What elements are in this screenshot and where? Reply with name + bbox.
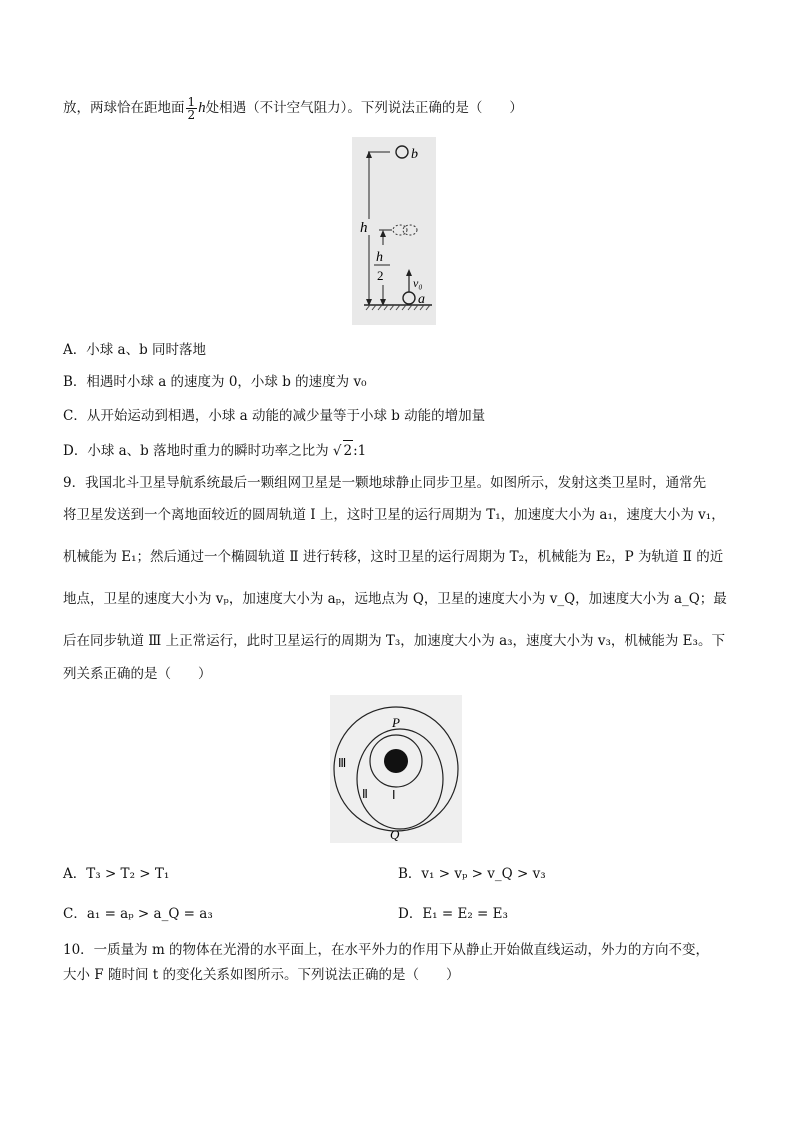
q8-figure-svg [352,137,436,325]
q9-line-6: 列关系正确的是（ ） [63,666,212,682]
q8-option-c: C．从开始运动到相遇，小球 a 动能的减少量等于小球 b 动能的增加量 [63,408,486,424]
q9-line-1: 9．我国北斗卫星导航系统最后一颗组网卫星是一颗地球静止同步卫星。如图所示，发射这类卫星时，通常先 [63,475,707,491]
label-b: b [411,147,418,162]
label-orbit-ii: Ⅱ [362,787,368,801]
q10-line-2: 大小 F 随时间 t 的变化关系如图所示。下列说法正确的是（ ） [63,967,460,983]
q8-fraction [186,96,198,121]
q9-option-a: A．T₃ > T₂ > T₁ [63,866,170,882]
q10-line-1: 10．一质量为 m 的物体在光滑的水平面上，在水平外力的作用下从静止开始做直线运动，外力的方向不变， [63,942,710,958]
q9-line-3: 机械能为 E₁；然后通过一个椭圆轨道 Ⅱ 进行转移，这时卫星的运行周期为 T₂，机械能为 E₂，P 为轨道 Ⅱ 的近 [63,549,724,565]
label-q: Q [390,827,400,842]
q8-option-d-post: :1 [353,443,367,459]
label-p: P [392,715,400,730]
label-a: a [418,292,425,307]
q9-figure-svg [330,695,462,843]
label-orbit-iii: Ⅲ [338,756,347,770]
q9-option-c: C．a₁ = aₚ > a_Q = a₃ [63,906,213,922]
q9-line-4: 地点，卫星的速度大小为 vₚ，加速度大小为 aₚ，远地点为 Q，卫星的速度大小为 v_Q，加速度大小为 a_Q；最 [63,591,727,607]
label-orbit-i: Ⅰ [392,788,396,802]
q8-option-d-root: 2 [343,440,354,461]
label-h: h [360,220,368,236]
q8-intro-line [63,96,523,121]
q8-option-a: A．小球 a、b 同时落地 [63,342,207,358]
q8-figure [352,137,436,325]
q8-option-d: D．小球 a、b 落地时重力的瞬时功率之比为 √ 2:1 [63,440,366,461]
label-h2-num: h [376,250,383,265]
q8-option-b: B．相遇时小球 a 的速度为 0，小球 b 的速度为 v₀ [63,374,367,390]
label-v0: v₀ [413,276,423,290]
q8-intro-pre: 放，两球恰在距地面 [63,100,185,116]
q8-option-d-pre: D．小球 a、b 落地时重力的瞬时功率之比为 [63,443,329,459]
q9-line-5: 后在同步轨道 Ⅲ 上正常运行，此时卫星运行的周期为 T₃，加速度大小为 a₃，速度大小为 v₃，机械能为 E₃。下 [63,633,725,649]
q9-line-2: 将卫星发送到一个离地面较近的圆周轨道 Ⅰ 上，这时卫星的运行周期为 T₁，加速度大小为 a₁，速度大小为 v₁， [63,507,725,523]
q8-frac-num: 1 [187,95,196,109]
q9-option-d: D．E₁ = E₂ = E₃ [398,906,508,922]
q8-intro-post: 处相遇（不计空气阻力）。下列说法正确的是（ ） [205,100,523,116]
earth [384,749,408,773]
q9-figure [330,695,462,843]
q8-frac-den: 2 [187,108,196,122]
q8-h-symbol: h [198,100,206,116]
label-h2-den: 2 [377,268,384,283]
q9-option-b: B．v₁ > vₚ > v_Q > v₃ [398,866,546,882]
